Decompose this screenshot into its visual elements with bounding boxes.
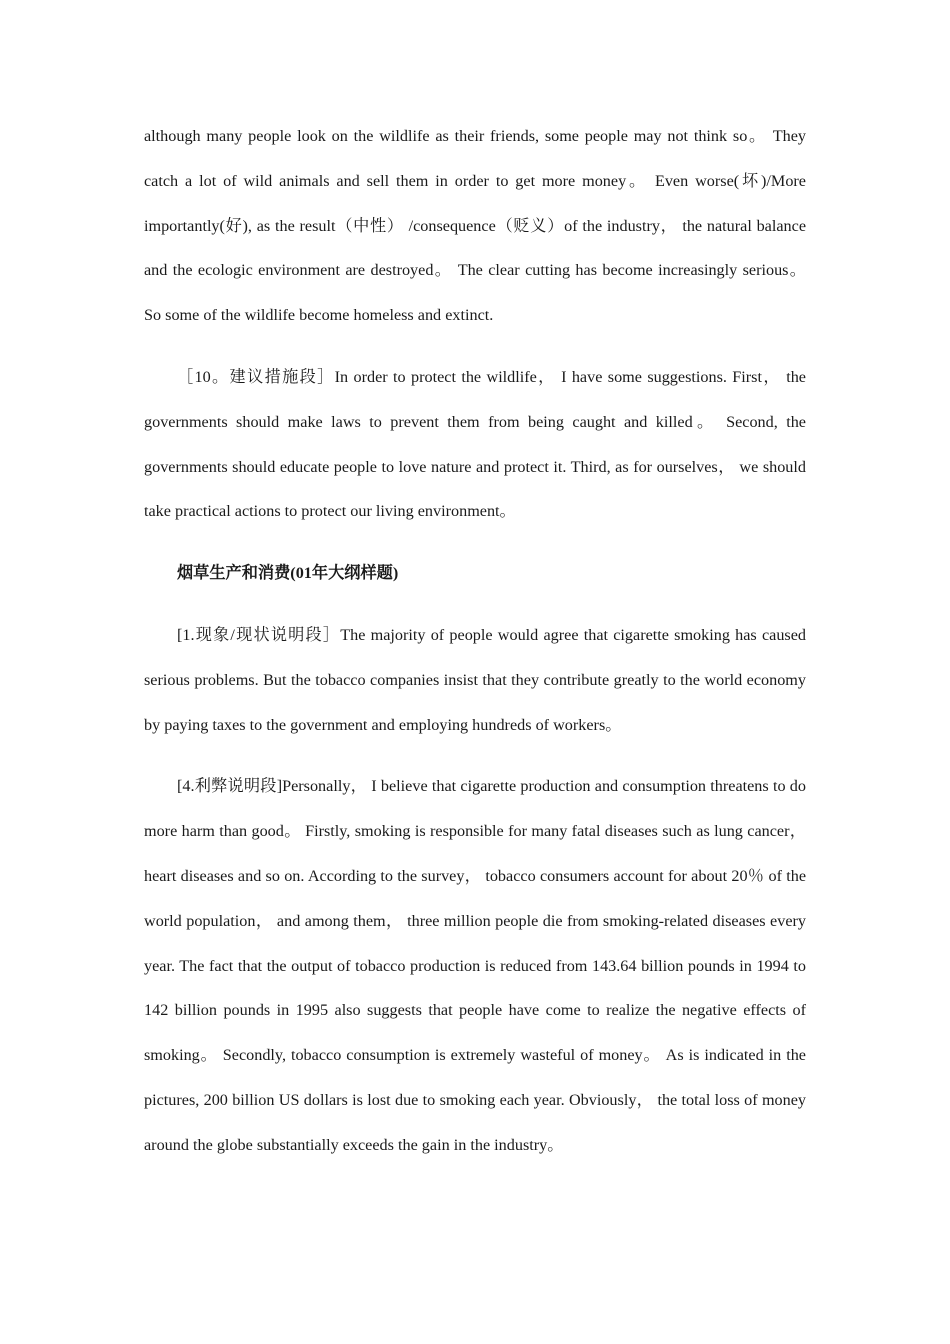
paragraph-phenomenon: [1.现象/现状说明段］The majority of people would agree that cigarette smoking has caused serious problems. But the tobacco companies insist that they contribute greatly to the world economy by paying taxes to the government and employing hundreds of workers。 — [144, 625, 806, 734]
document-page — [144, 114, 806, 1168]
section-heading-tobacco: 烟草生产和消费(01年大纲样题) — [177, 564, 399, 583]
paragraph-pros-cons: [4.利弊说明段]Personally， I believe that cigarette production and consumption threatens to do more harm than good。 Firstly, smoking is responsible for many fatal diseases such as lung cancer， heart diseases and so on. According to the survey， tobacco consumers account for about 20％ of the world population， and among them， three million people die from smoking-related diseases every year. The fact that the output of tobacco production is reduced from 143.64 billion pounds in 1994 to 142 billion pounds in 1995 also suggests that people have come to realize the negative effects of smoking。 Secondly, tobacco consumption is extremely wasteful of money。 As is indicated in the pictures, 200 billion US dollars is lost due to smoking each year. Obviously， the total loss of money around the globe substantially exceeds the gain in the industry。 — [144, 777, 806, 1154]
paragraph-wildlife-problem: although many people look on the wildlife as their friends, some people may not think so。 They catch a lot of wild animals and sell them in order to get more money。 Even worse(坏)/More importantly(好), as the result（中性） /consequence（贬义）of the industry， the natural balance and the ecologic environment are destroyed。 The clear cutting has become increasingly serious。 So some of the wildlife become homeless and extinct. — [144, 127, 806, 325]
paragraph-suggestions: ［10。建议措施段］In order to protect the wildlife， I have some suggestions. First， the governments should make laws to prevent them from being caught and killed。 Second, the governments should educate people to love nature and protect it. Third, as for ourselves， we should take practical actions to protect our living environment。 — [144, 367, 806, 521]
